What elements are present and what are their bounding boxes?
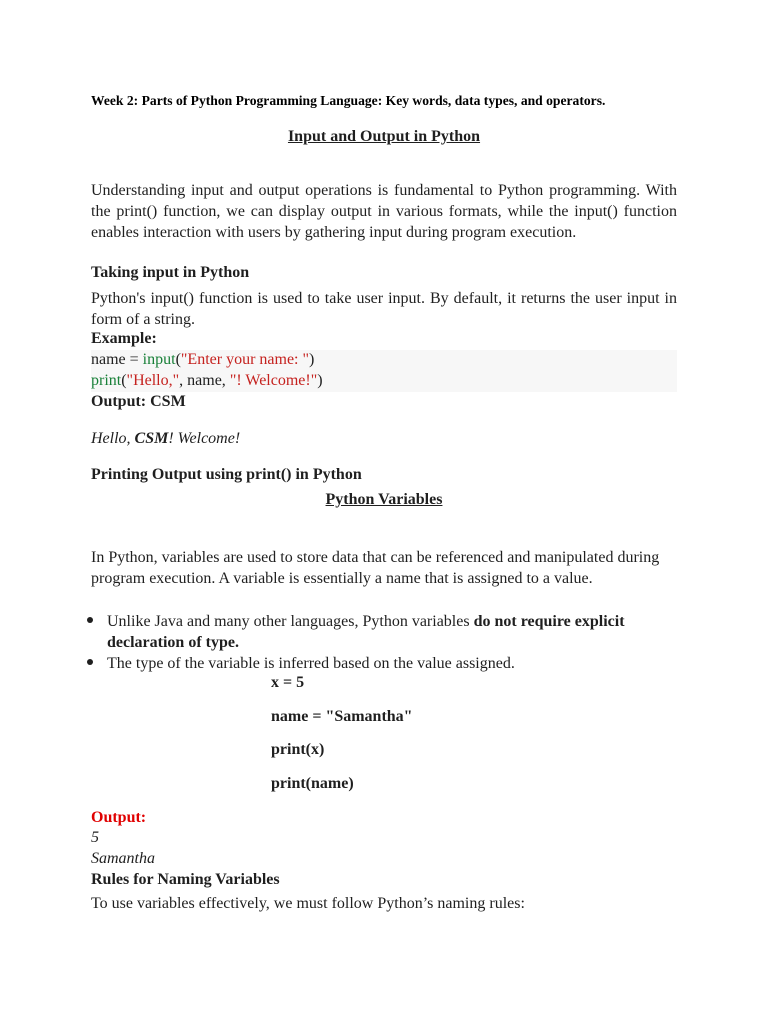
code-line-input <box>91 351 314 369</box>
var-code-line: print(name) <box>271 775 354 792</box>
output-value: Samantha <box>91 850 155 867</box>
heading-taking-input: Taking input in Python <box>91 264 250 281</box>
code-fn-input: input <box>142 351 176 368</box>
output-label-csm: Output: CSM <box>91 393 186 410</box>
code-paren: ) <box>309 351 315 368</box>
code-paren: ) <box>317 372 323 389</box>
heading-printing-output: Printing Output using print() in Python <box>91 466 362 483</box>
intro-paragraph: Understanding input and output operations is fundamental to Python programming. With the print() function, we can display output in various formats, while the input() function enables interaction with users by gathering input during program execution. <box>91 182 677 241</box>
var-code-line: print(x) <box>271 741 325 758</box>
output-hello-line <box>91 430 240 448</box>
bullet-dot <box>87 659 93 665</box>
bullet-bold-text: do not require explicit declaration of type. <box>107 613 625 651</box>
section-title-input-output: Input and Output in Python <box>287 128 481 145</box>
code-string-welcome: "! Welcome!" <box>229 372 318 389</box>
code-string-hello: "Hello," <box>126 372 180 389</box>
bullet-item-explicit-declaration <box>107 611 679 653</box>
code-string-prompt: "Enter your name: " <box>180 351 310 368</box>
output-hello-post: ! Welcome! <box>168 430 241 447</box>
var-code-line: x = 5 <box>271 674 305 691</box>
bullet-text: The type of the variable is inferred based on the value assigned. <box>107 655 515 672</box>
code-fn-print: print <box>91 372 122 389</box>
code-paren: ( <box>175 351 181 368</box>
code-paren: ( <box>121 372 127 389</box>
variables-paragraph: In Python, variables are used to store data that can be referenced and manipulated during program execution. A variable is essentially a name that is assigned to a value. <box>91 549 660 587</box>
bullet-item-type-inferred <box>107 653 679 674</box>
output-hello-pre: Hello, <box>91 430 135 447</box>
heading-rules: Rules for Naming Variables <box>91 871 280 888</box>
code-var: name = <box>91 351 143 368</box>
example-label: Example: <box>91 330 157 347</box>
code-line-print <box>91 372 323 390</box>
week-heading: Week 2: Parts of Python Programming Language: Key words, data types, and operators. <box>91 93 606 108</box>
output-label: Output: <box>91 809 147 826</box>
code-args: , name, <box>179 372 230 389</box>
section-title-variables: Python Variables <box>325 491 443 508</box>
bullet-text: Unlike Java and many other languages, Python variables <box>107 613 474 630</box>
input-paragraph: Python's input() function is used to take user input. By default, it returns the user input in form of a string. <box>91 290 677 328</box>
output-hello-name: CSM <box>134 430 169 447</box>
var-code-line: name = "Samantha" <box>271 708 413 725</box>
output-value: 5 <box>91 829 99 846</box>
bullet-dot <box>87 617 93 623</box>
rules-paragraph: To use variables effectively, we must follow Python’s naming rules: <box>91 895 525 912</box>
